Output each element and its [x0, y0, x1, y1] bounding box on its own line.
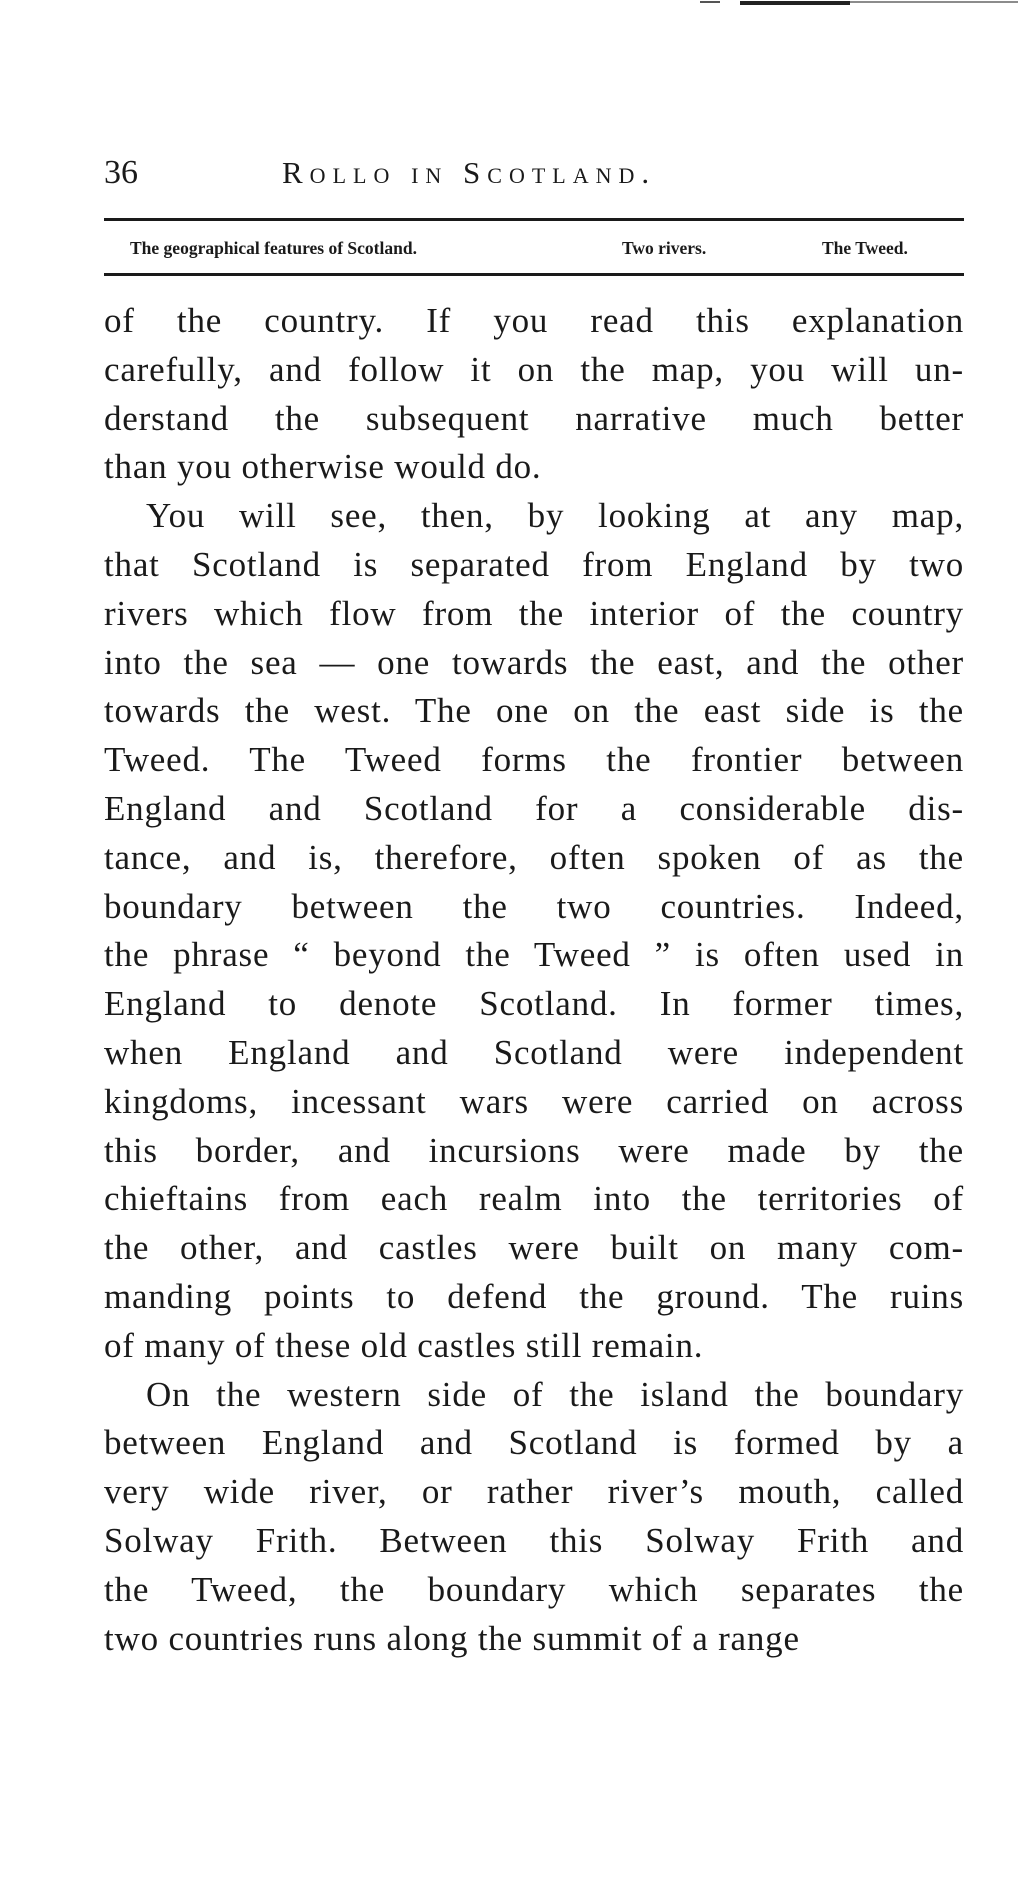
page-number: 36: [104, 154, 138, 191]
text-line: when England and Scotland were independent: [104, 1032, 964, 1072]
text-line: this border, and incursions were made by the: [104, 1130, 964, 1170]
text-line: Tweed. The Tweed forms the frontier between: [104, 740, 964, 780]
text-line: very wide river, or rather river’s mouth, called: [104, 1472, 964, 1512]
text-line: manding points to defend the ground. The ruins: [104, 1276, 964, 1316]
text-line: chieftains from each realm into the territories of: [104, 1179, 964, 1219]
text-line: towards the west. The one on the east side is the: [104, 691, 964, 731]
paragraph: [104, 297, 964, 492]
body-text: [104, 297, 964, 1663]
text-line: of the country. If you read this explanation: [104, 301, 964, 340]
text-line: England to denote Scotland. In former times,: [104, 984, 964, 1024]
subhead-two-rivers: Two rivers.: [622, 238, 707, 258]
text-line: tance, and is, therefore, often spoken of as the: [104, 837, 964, 877]
text-line: rivers which flow from the interior of the country: [104, 593, 964, 633]
header-rule-bottom: [104, 273, 964, 276]
text-line: of many of these old castles still remain.: [104, 1325, 704, 1365]
text-line: the other, and castles were built on many com-: [104, 1228, 964, 1268]
text-line: between England and Scotland is formed by a: [104, 1423, 964, 1463]
text-line: kingdoms, incessant wars were carried on across: [104, 1081, 964, 1121]
text-line: the phrase “ beyond the Tweed ” is often used in: [104, 935, 964, 975]
text-line: than you otherwise would do.: [104, 447, 542, 487]
text-line: that Scotland is separated from England by two: [104, 544, 964, 584]
text-line: into the sea — one towards the east, and the other: [104, 642, 964, 682]
section-subheads: [104, 228, 964, 268]
text-line: On the western side of the island the boundary: [146, 1374, 964, 1414]
running-head: [104, 150, 964, 196]
text-line: Solway Frith. Between this Solway Frith and: [104, 1520, 964, 1560]
text-line: derstand the subsequent narrative much better: [104, 398, 964, 438]
text-line: the Tweed, the boundary which separates the: [104, 1569, 964, 1609]
scan-smudge: [700, 0, 1018, 8]
text-line: two countries runs along the summit of a range: [104, 1618, 800, 1658]
paragraph: [104, 492, 964, 1370]
subhead-the-tweed: The Tweed.: [822, 238, 908, 258]
text-line: You will see, then, by looking at any map,: [146, 496, 964, 536]
text-line: carefully, and follow it on the map, you will un-: [104, 349, 964, 389]
subhead-geographical-features: The geographical features of Scotland.: [130, 238, 417, 258]
paragraph: [104, 1371, 964, 1664]
text-line: boundary between the two countries. Indeed,: [104, 886, 964, 926]
text-line: England and Scotland for a considerable dis-: [104, 788, 964, 828]
book-title: Rollo in Scotland.: [282, 155, 657, 190]
header-rule-top: [104, 218, 964, 221]
